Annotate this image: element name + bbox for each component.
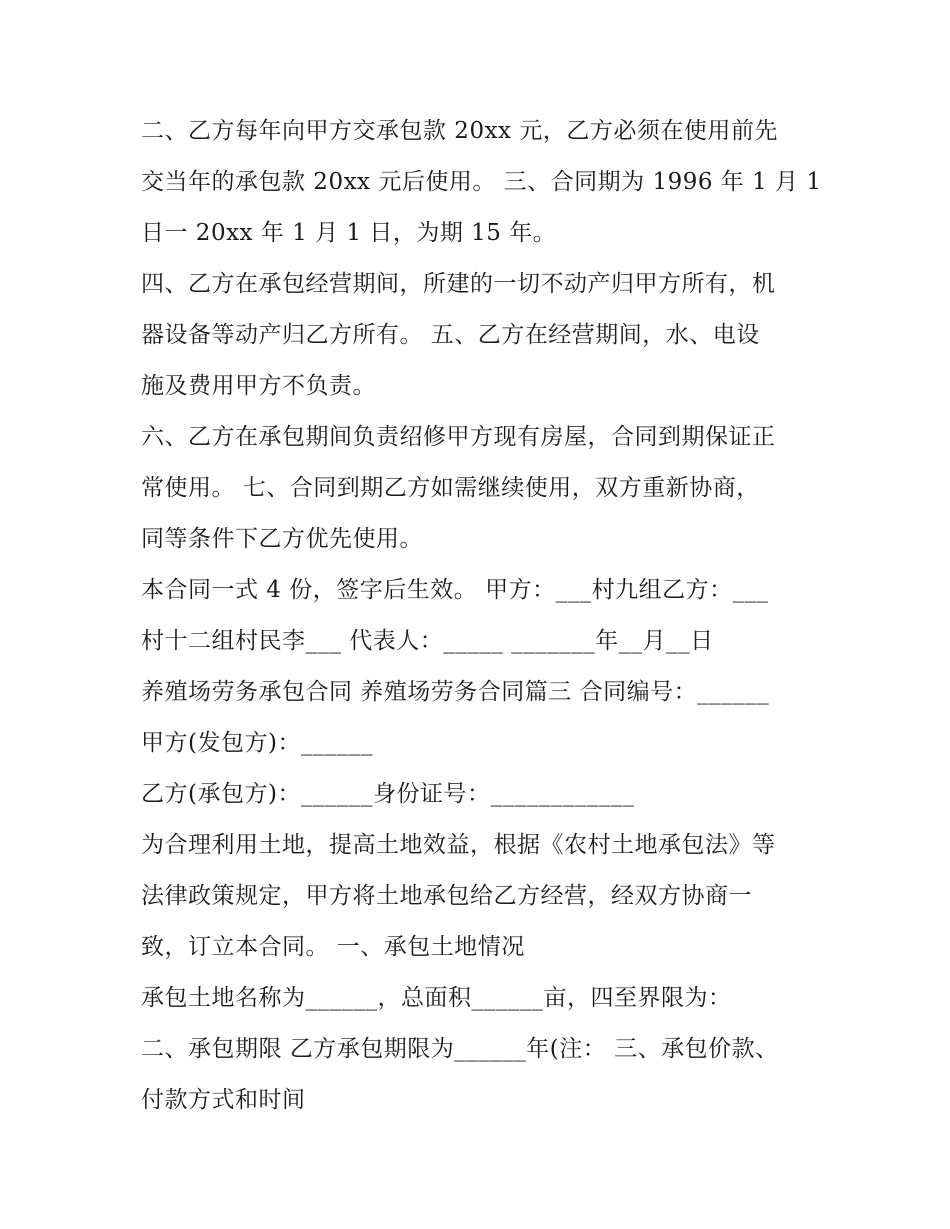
- text-line: 同等条件下乙方优先使用。: [141, 526, 423, 552]
- text-line: 六、乙方在承包期间负责绍修甲方现有房屋，合同到期保证正: [141, 424, 776, 450]
- text-line: 日一 20xx 年 1 月 1 日，为期 15 年。: [141, 220, 557, 246]
- text-line: 致，订立本合同。 一、承包土地情况: [141, 934, 525, 960]
- text-line: 村十二组村民李___ 代表人：_____ _______年__月__日: [141, 628, 714, 654]
- text-line: 乙方(承包方)：______身份证号：____________: [141, 781, 635, 807]
- text-line: 施及费用甲方不负责。: [141, 373, 376, 399]
- text-line: 养殖场劳务承包合同 养殖场劳务合同篇三 合同编号：______: [141, 679, 770, 705]
- text-line: 本合同一式 4 份，签字后生效。 甲方：___村九组乙方：___: [141, 577, 769, 603]
- text-line: 器设备等动产归乙方所有。 五、乙方在经营期间，水、电设: [141, 322, 760, 348]
- text-line: 二、承包期限 乙方承包期限为______年(注： 三、承包价款、: [141, 1036, 779, 1062]
- text-line: 甲方(发包方)：______: [141, 730, 373, 756]
- text-line: 为合理利用土地，提高土地效益，根据《农村土地承包法》等: [141, 832, 776, 858]
- text-line: 付款方式和时间: [141, 1087, 306, 1113]
- text-line: 四、乙方在承包经营期间，所建的一切不动产归甲方所有，机: [141, 271, 776, 297]
- text-line: 常使用。 七、合同到期乙方如需继续使用，双方重新协商，: [141, 475, 760, 501]
- text-line: 法律政策规定，甲方将土地承包给乙方经营，经双方协商一: [141, 883, 752, 909]
- document-body: [141, 106, 821, 1126]
- text-line: 二、乙方每年向甲方交承包款 20xx 元，乙方必须在使用前先: [141, 118, 778, 144]
- text-line: 承包土地名称为______，总面积______亩，四至界限为：: [141, 985, 732, 1011]
- text-line: 交当年的承包款 20xx 元后使用。 三、合同期为 1996 年 1 月 1: [141, 169, 822, 195]
